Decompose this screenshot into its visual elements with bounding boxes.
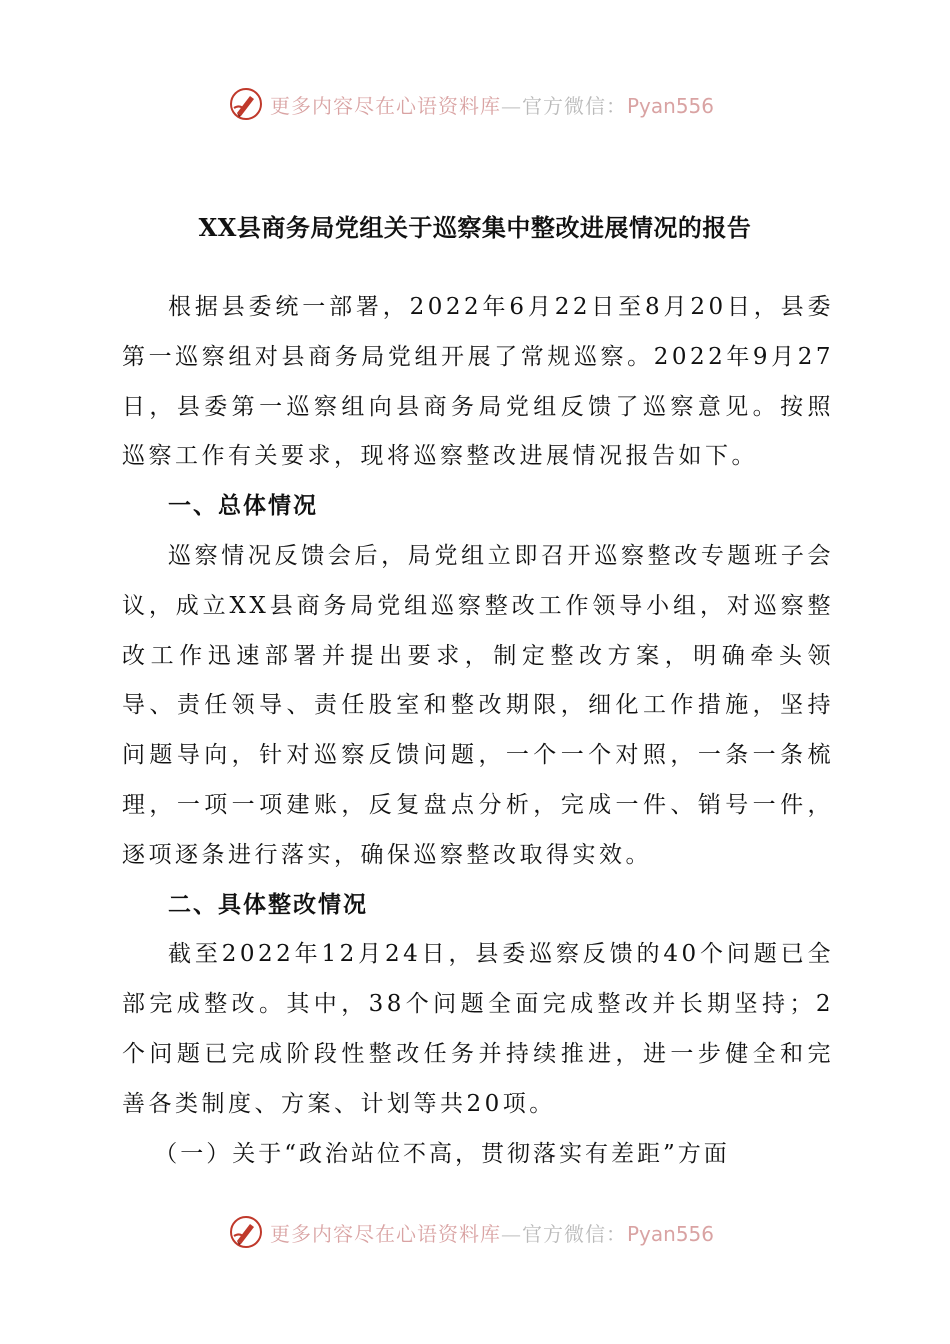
section-paragraph-2: 截至2022年12月24日，县委巡察反馈的40个问题已全部完成整改。其中，38个问题全面完成整改并长期坚持；2个问题已完成阶段性整改任务并持续推进，进一步健全和完善各类制度、方案、计划等共20项。 <box>122 941 834 1117</box>
pen-logo-icon <box>228 1214 264 1250</box>
watermark-account: Pyan556 <box>627 1221 715 1246</box>
watermark-label: 官方微信： <box>522 93 627 118</box>
watermark-header <box>228 84 714 124</box>
watermark-site-text: 更多内容尽在心语资料库 <box>270 1221 501 1246</box>
document-body <box>122 283 834 1179</box>
subsection-heading-1: （一）关于“政治站位不高，贯彻落实有差距”方面 <box>154 1140 730 1167</box>
watermark-account: Pyan556 <box>627 93 715 118</box>
section-heading-1: 一、总体情况 <box>168 493 318 520</box>
intro-paragraph: 根据县委统一部署，2022年6月22日至8月20日，县委第一巡察组对县商务局党组开展了常规巡察。2022年9月27日，县委第一巡察组向县商务局党组反馈了巡察意见。按照巡察工作有关要求，现将巡察整改进展情况报告如下。 <box>122 294 834 470</box>
watermark-dash: — <box>501 93 522 118</box>
document-title: XX县商务局党组关于巡察集中整改进展情况的报告 <box>198 213 752 242</box>
watermark-footer <box>228 1212 714 1252</box>
watermark-site-text: 更多内容尽在心语资料库 <box>270 93 501 118</box>
section-paragraph-1: 巡察情况反馈会后，局党组立即召开巡察整改专题班子会议，成立XX县商务局党组巡察整改工作领导小组，对巡察整改工作迅速部署并提出要求，制定整改方案，明确牵头领导、责任领导、责任股室和整改期限，细化工作措施，坚持问题导向，针对巡察反馈问题，一个一个对照，一条一条梳理，一项一项建账，反复盘点分析，完成一件、销号一件，逐项逐条进行落实，确保巡察整改取得实效。 <box>122 542 834 868</box>
section-heading-2: 二、具体整改情况 <box>168 891 368 918</box>
pen-logo-icon <box>228 86 264 122</box>
watermark-dash: — <box>501 1221 522 1246</box>
watermark-label: 官方微信： <box>522 1221 627 1246</box>
